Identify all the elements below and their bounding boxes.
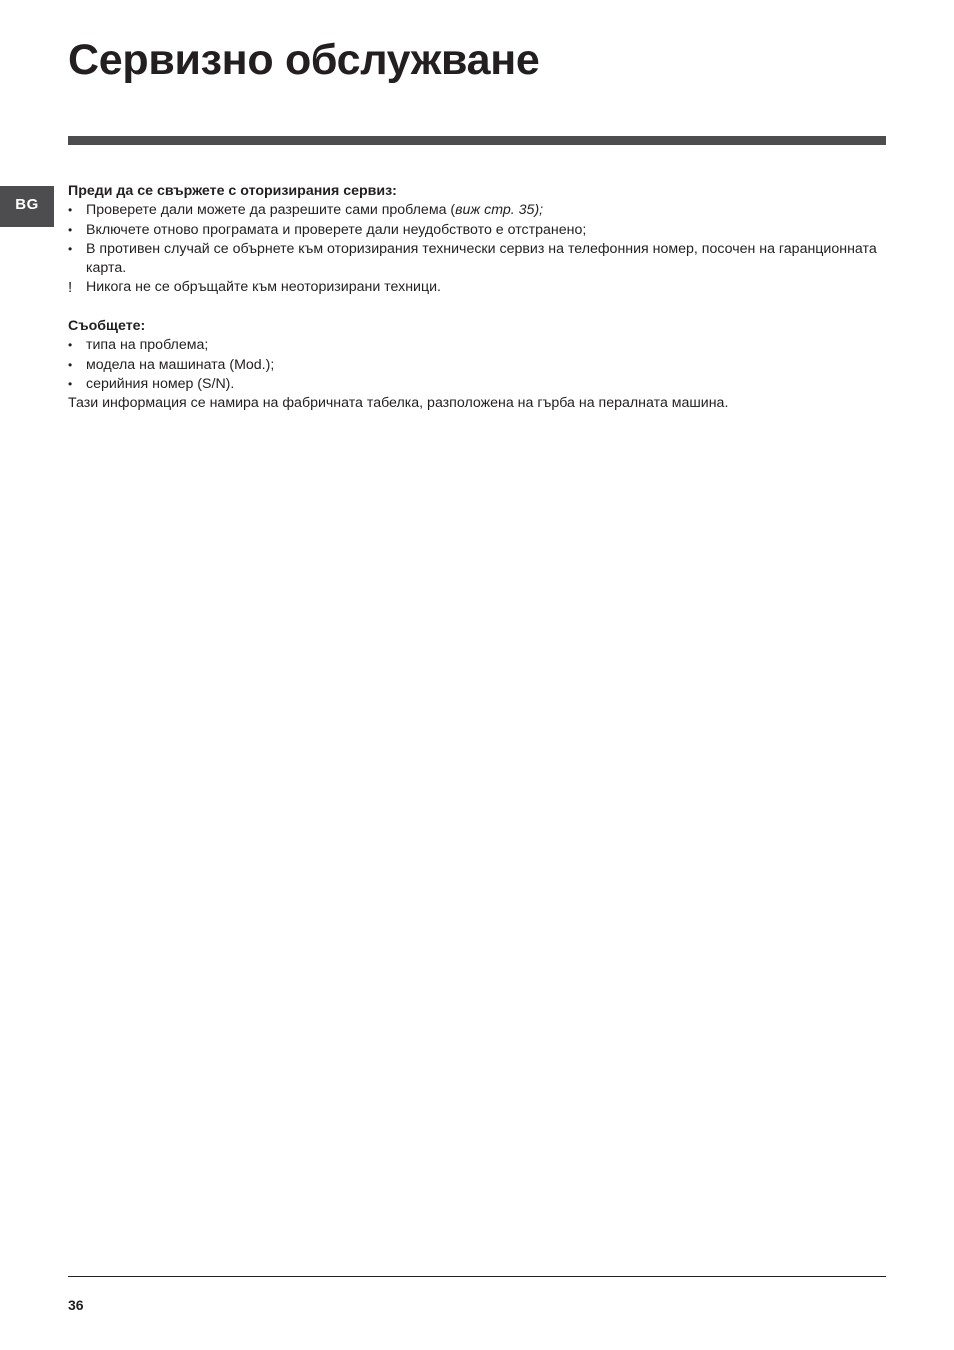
page-reference: виж стр. 35); <box>455 202 544 219</box>
title-divider <box>68 136 886 145</box>
warning-text: Никога не се обръщайте към неоторизирани техници. <box>86 279 441 296</box>
before-contact-heading: Преди да се свържете с оторизирания сервиз: <box>68 183 397 199</box>
bullet-marker: • <box>68 376 73 391</box>
list-item <box>68 221 886 240</box>
bullet-marker: • <box>68 338 73 353</box>
bullet-marker: • <box>68 203 73 218</box>
list-item <box>68 201 886 220</box>
list-item-text: типа на проблема; <box>86 337 209 354</box>
bullet-marker: • <box>68 357 73 372</box>
warning-icon: ! <box>68 279 73 297</box>
page-number: 36 <box>68 1297 84 1313</box>
language-tab: BG <box>0 186 54 227</box>
list-item <box>68 336 886 355</box>
list-item-text: серийния номер (S/N). <box>86 375 235 392</box>
bullet-marker: • <box>68 222 73 237</box>
page-title: Сервизно обслужване <box>68 36 540 84</box>
list-item-text: Включете отново програмата и проверете дали неудобството е отстранено; <box>86 221 587 238</box>
list-item <box>68 240 886 279</box>
list-item-text: Проверете дали можете да разрешите сами проблема ( <box>86 202 456 219</box>
list-item <box>68 375 886 394</box>
rating-plate-note: Тази информация се намира на фабричната табелка, разположена на гърба на пералната машина. <box>68 395 729 412</box>
report-heading: Съобщете: <box>68 318 146 335</box>
service-content <box>68 182 886 414</box>
list-item-text: В противен случай се обърнете към оторизирания технически сервиз на телефонния номер, посочен на гаранционната карта. <box>86 240 877 277</box>
list-item-text: модела на машината (Mod.); <box>86 356 275 373</box>
warning-item <box>68 278 886 297</box>
list-item <box>68 356 886 375</box>
bullet-marker: • <box>68 241 73 256</box>
footer-divider <box>68 1276 886 1277</box>
